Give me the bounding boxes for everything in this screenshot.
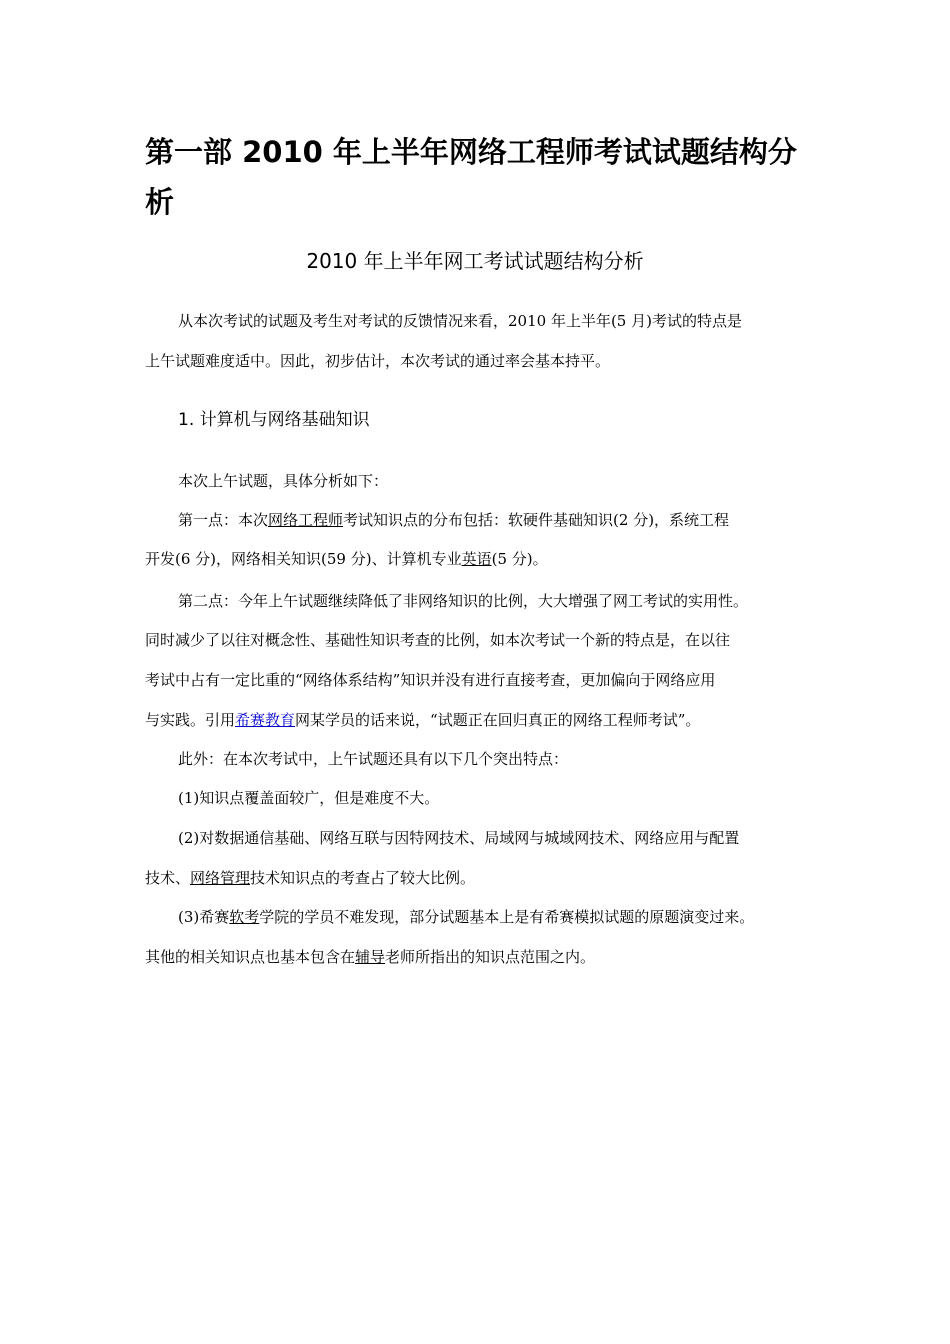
point-one-line2 — [145, 549, 548, 569]
english-link[interactable]: 英语 — [461, 550, 492, 568]
point-one-text-c: 开发(6 分)，网络相关知识(59 分)、计算机专业 — [145, 550, 462, 568]
point-one-text-b: 考试知识点的分布包括：软硬件基础知识(2 分)，系统工程 — [343, 511, 730, 529]
feature-2-line1: (2)对数据通信基础、网络互联与因特网技术、局域网与城域网技术、网络应用与配置 — [178, 829, 740, 847]
point-two-line4 — [145, 710, 700, 730]
paragraph-features-intro: 此外：在本次考试中，上午试题还具有以下几个突出特点： — [178, 750, 569, 768]
intro-line2: 上午试题难度适中。因此，初步估计，本次考试的通过率会基本持平。 — [145, 352, 611, 370]
point-one-text-d: (5 分)。 — [491, 550, 548, 568]
soft-exam-link[interactable]: 软考 — [229, 908, 260, 926]
feature-2-text-a: 技术、 — [145, 869, 191, 887]
main-title-line2: 析 — [145, 185, 175, 219]
point-two-line1: 第二点：今年上午试题继续降低了非网络知识的比例，大大增强了网工考试的实用性。 — [178, 592, 749, 610]
point-two-line2: 同时减少了以往对概念性、基础性知识考查的比例，如本次考试一个新的特点是，在以往 — [145, 631, 731, 649]
point-two-text-b: 网某学员的话来说，“试题正在回归真正的网络工程师考试”。 — [295, 711, 701, 729]
main-title-line1: 第一部 2010 年上半年网络工程师考试试题结构分 — [145, 135, 797, 169]
point-one-text-a: 第一点：本次 — [178, 511, 269, 529]
feature-3-line1 — [178, 907, 754, 927]
network-engineer-link[interactable]: 网络工程师 — [268, 511, 344, 529]
feature-2-line2 — [145, 868, 475, 888]
feature-3-text-d: 老师所指出的知识点范围之内。 — [385, 948, 596, 966]
feature-1: (1)知识点覆盖面较广，但是难度不大。 — [178, 789, 440, 807]
feature-3-text-c: 其他的相关知识点也基本包含在 — [145, 948, 356, 966]
point-two-text-a: 与实践。引用 — [145, 711, 236, 729]
tutoring-link[interactable]: 辅导 — [355, 948, 386, 966]
feature-3-line2 — [145, 947, 595, 967]
network-management-link[interactable]: 网络管理 — [190, 869, 251, 887]
point-two-line3: 考试中占有一定比重的“网络体系结构”知识并没有进行直接考查，更加偏向于网络应用 — [145, 671, 716, 689]
section-heading: 1. 计算机与网络基础知识 — [178, 410, 370, 430]
feature-3-text-a: (3)希赛 — [178, 908, 230, 926]
paragraph-analysis-intro: 本次上午试题，具体分析如下： — [178, 472, 389, 490]
feature-3-text-b: 学院的学员不难发现，部分试题基本上是有希赛模拟试题的原题演变过来。 — [259, 908, 755, 926]
feature-2-text-b: 技术知识点的考查占了较大比例。 — [250, 869, 476, 887]
xisai-education-link[interactable]: 希赛教育 — [235, 711, 296, 729]
point-one-line1 — [178, 510, 729, 530]
intro-line1: 从本次考试的试题及考生对考试的反馈情况来看，2010 年上半年(5 月)考试的特点是 — [178, 312, 742, 330]
subtitle: 2010 年上半年网工考试试题结构分析 — [306, 249, 644, 273]
